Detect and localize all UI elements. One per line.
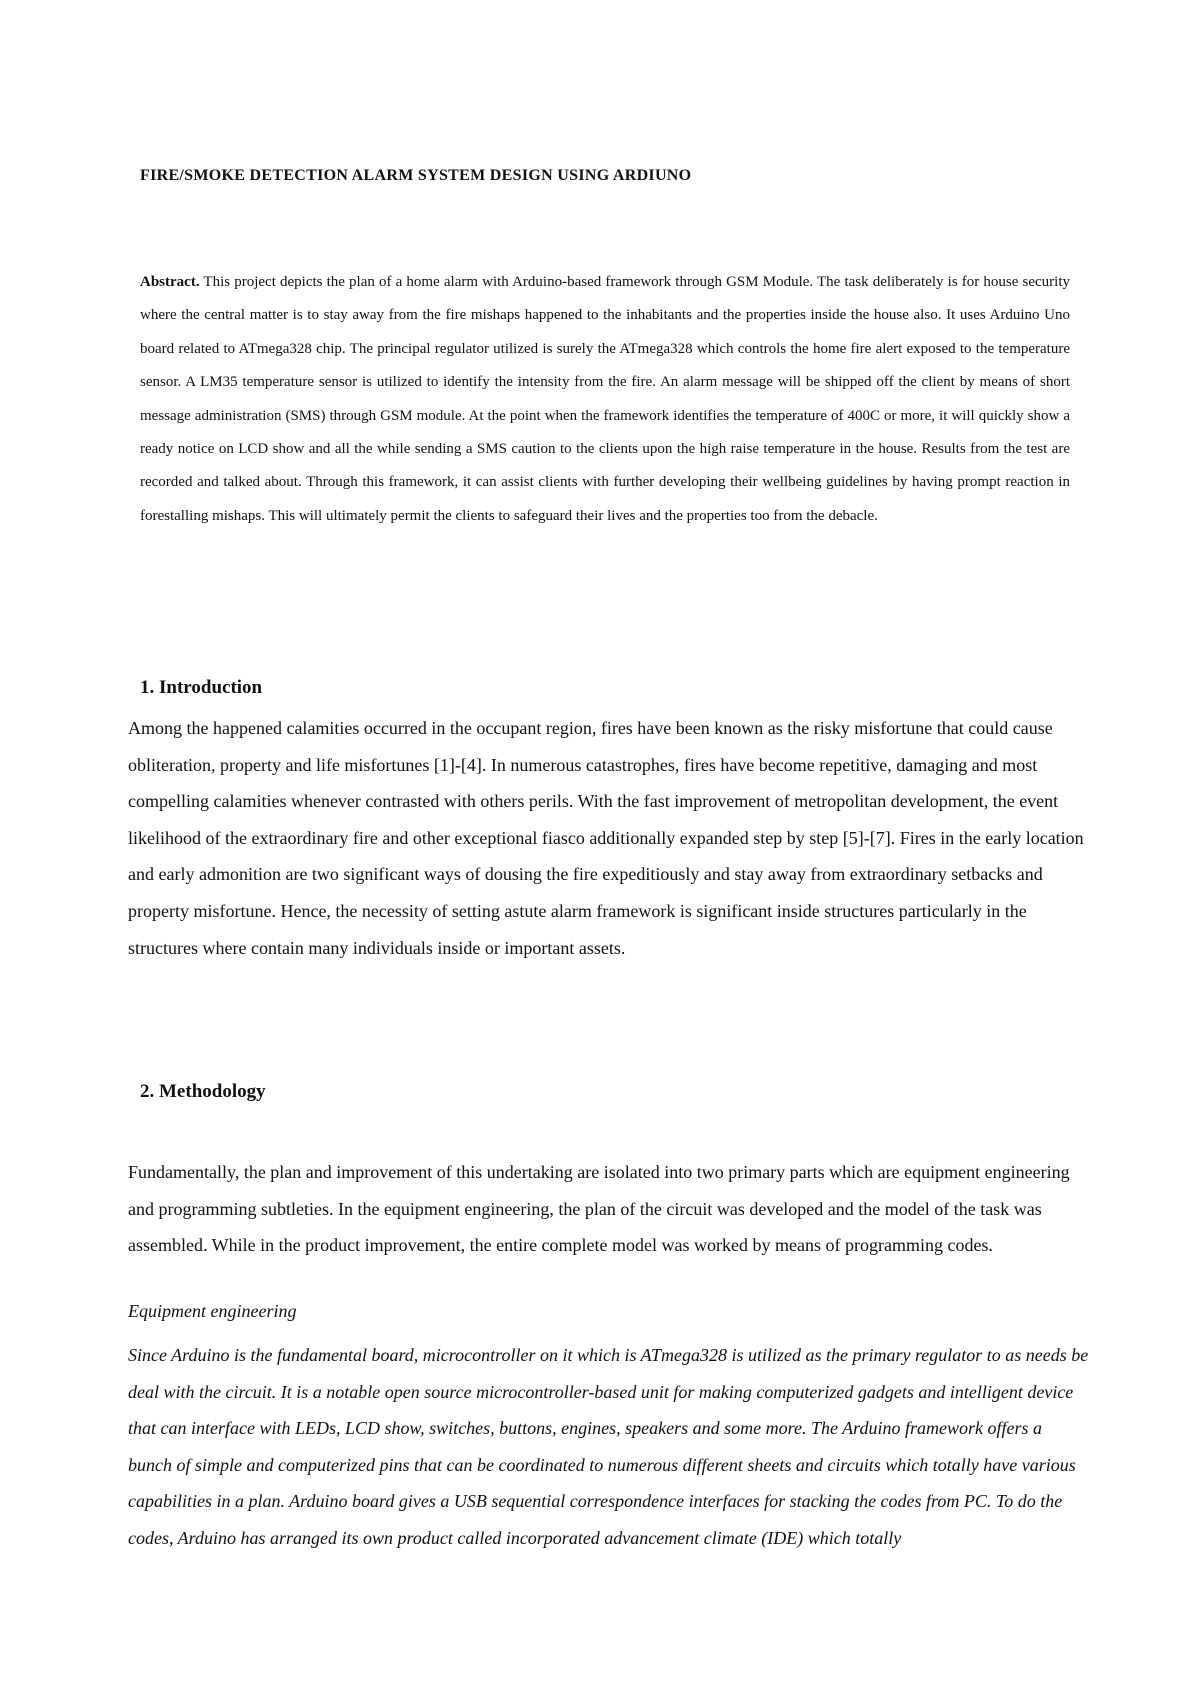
abstract-label: Abstract.	[140, 274, 200, 290]
equipment-engineering-paragraph: Since Arduino is the fundamental board, microcontroller on it which is ATmega328 is utilized as the primary regulator to as needs be deal with the circuit. It is a notable open source microcontroller-based unit for making computerized gadgets and intelligent device that can interface with LEDs, LCD show, switches, buttons, engines, speakers and some more. The Arduino framework offers a bunch of simple and computerized pins that can be coordinated to numerous different sheets and circuits which totally have various capabilities in a plan. Arduino board gives a USB sequential correspondence interfaces for stacking the codes from PC. To do the codes, Arduino has arranged its own product called incorporated advancement climate (IDE) which totally	[128, 1345, 1089, 1548]
equipment-engineering-subheading: Equipment engineering	[128, 1301, 297, 1321]
abstract-text: This project depicts the plan of a home alarm with Arduino-based framework through GSM Module. The task deliberately is for house security where the central matter is to stay away from the fire mishaps happened to the inhabitants and the properties inside the house also. It uses Arduino Uno board related to ATmega328 chip. The principal regulator utilized is surely the ATmega328 which controls the home fire alert exposed to the temperature sensor. A LM35 temperature sensor is utilized to identify the intensity from the fire. An alarm message will be shipped off the client by means of short message administration (SMS) through GSM module. At the point when the framework identifies the temperature of 400C or more, it will quickly show a ready notice on LCD show and all the while sending a SMS caution to the clients upon the high raise temperature in the house. Results from the test are recorded and talked about. Through this framework, it can assist clients with further developing their wellbeing guidelines by having prompt reaction in forestalling mishaps. This will ultimately permit the clients to safeguard their lives and the properties too from the debacle.	[140, 274, 1070, 524]
methodology-heading: 2. Methodology	[140, 1081, 266, 1102]
paper-title: FIRE/SMOKE DETECTION ALARM SYSTEM DESIGN USING ARDIUNO	[140, 167, 692, 184]
introduction-heading: 1. Introduction	[140, 677, 263, 698]
abstract-paragraph	[140, 266, 1070, 533]
methodology-paragraph: Fundamentally, the plan and improvement of this undertaking are isolated into two primary parts which are equipment engineering and programming subtleties. In the equipment engineering, the plan of the circuit was developed and the model of the task was assembled. While in the product improvement, the entire complete model was worked by means of programming codes.	[128, 1162, 1070, 1256]
introduction-paragraph: Among the happened calamities occurred in the occupant region, fires have been known as the risky misfortune that could cause obliteration, property and life misfortunes [1]-[4]. In numerous catastrophes, fires have become repetitive, damaging and most compelling calamities whenever contrasted with others perils. With the fast improvement of metropolitan development, the event likelihood of the extraordinary fire and other exceptional fiasco additionally expanded step by step [5]-[7]. Fires in the early location and early admonition are two significant ways of dousing the fire expeditiously and stay away from extraordinary setbacks and property misfortune. Hence, the necessity of setting astute alarm framework is significant inside structures particularly in the structures where contain many individuals inside or important assets.	[128, 718, 1084, 958]
